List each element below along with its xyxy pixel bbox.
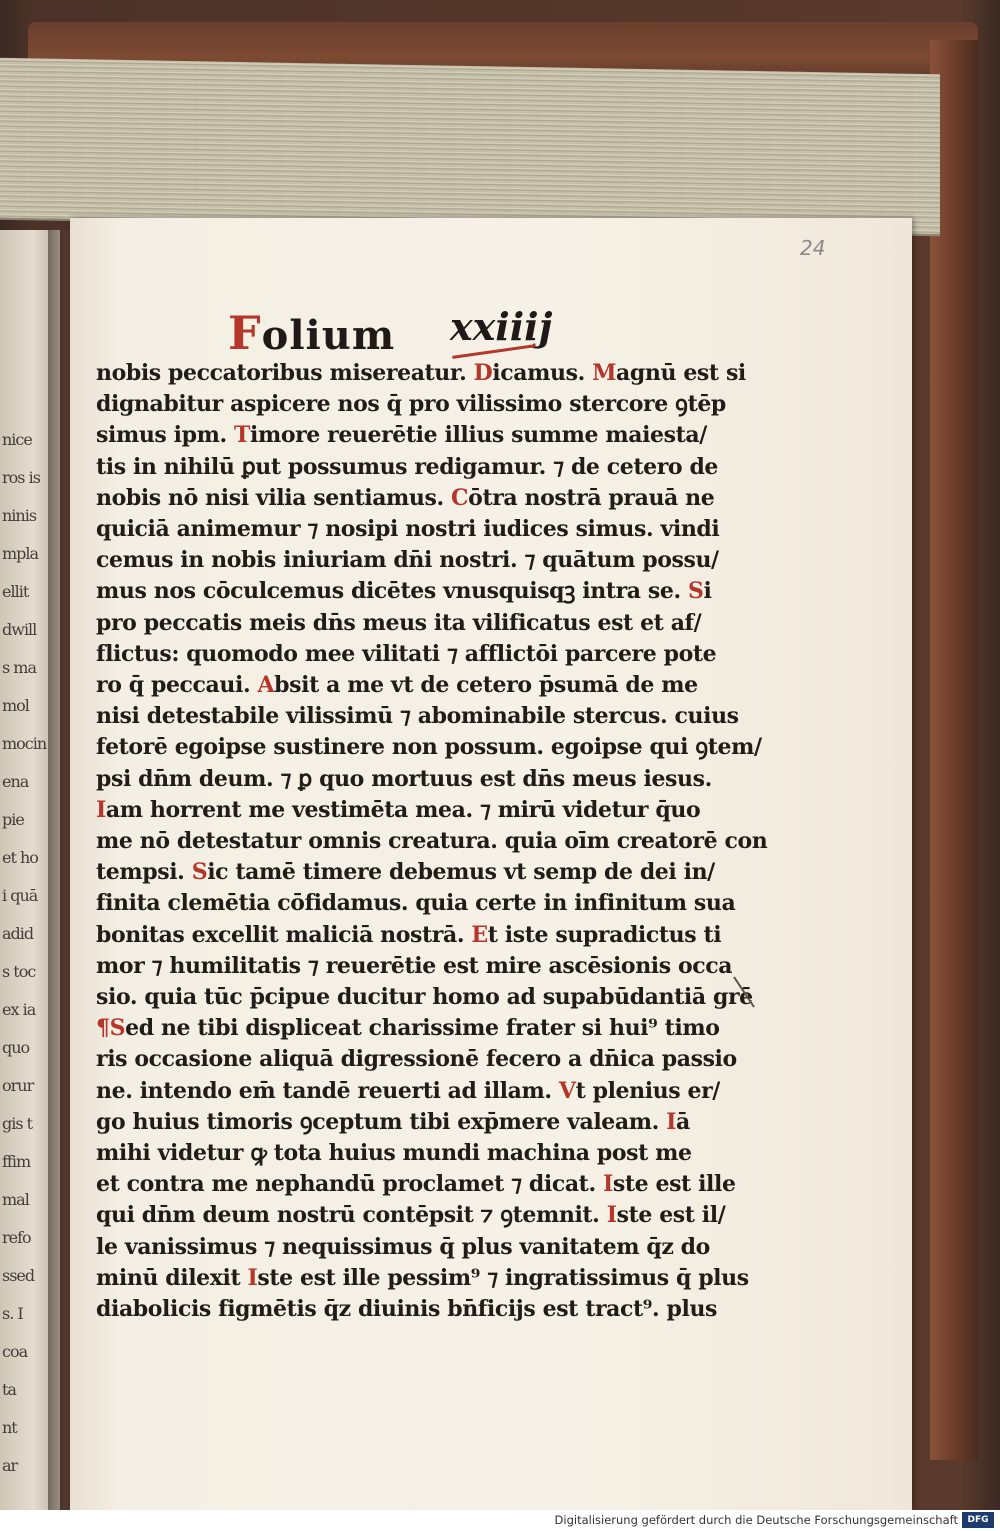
text-segment: pro peccatis meis dn̄s meus ita vilificatus est et af/ [96,609,702,636]
text-segment: sio. quia tūc p̄cipue ducitur homo ad supabūdantiā grē [96,984,753,1011]
text-segment: nobis nō nisi vilia sentiamus. [96,484,452,511]
text-segment: ed ne tibi displiceat charissime frater si hui⁹ timo [125,1015,720,1042]
heading-initial: F [228,306,262,360]
text-line [96,1169,756,1200]
dfg-logo: DFG [962,1512,994,1528]
text-segment: ste est ille pessim⁹ ⁊ ingratissimus q̄ plus [257,1264,749,1291]
text-block [96,358,768,1325]
text-segment: agnū est si [616,360,746,386]
text-line [96,1013,756,1044]
rubricated-initial: S [191,859,208,886]
text-segment: nobis peccatoribus misereatur. [96,360,474,386]
text-line [96,483,756,514]
book-cover-right [930,40,978,1460]
text-segment: tempsi. [96,859,192,886]
book-page [70,218,912,1510]
text-segment: am horrent me vestimēta mea. ⁊ mirū videtur q̄uo [105,796,701,823]
text-line [96,452,756,483]
rubricated-initial: M [592,360,617,386]
text-segment: ste est il/ [616,1202,726,1229]
text-segment: tis in nihilū ꝑut possumus redigamur. ⁊ de cetero de [96,453,719,480]
text-line [96,951,756,982]
text-line [96,670,756,701]
text-segment: le vanissimus ⁊ nequissimus q̄ plus vanitatem q̄z do [96,1233,710,1260]
text-line [96,608,756,639]
running-heading [228,306,395,360]
text-segment: i [703,578,712,605]
folio-number: 24 [800,236,826,260]
text-segment: ris occasione aliquā digressionē fecero a dn̄ica passio [96,1046,737,1073]
text-segment: diabolicis figmētis q̄z diuinis bn̄ficijs est tract⁹. plus [96,1296,718,1323]
text-segment: mihi videtur ꝙ tota huius mundi machina post me [96,1140,692,1167]
text-line [96,888,756,919]
text-segment: ōtra nostrā prauā ne [468,484,715,511]
text-line [96,1138,756,1169]
text-segment: ste est ille [612,1171,736,1198]
text-line [96,701,756,732]
text-segment: psi dn̄m deum. ⁊ ꝑ quo mortuus est dn̄s meus iesus. [96,765,712,792]
text-segment: cemus in nobis iniuriam dn̄i nostri. ⁊ quātum possu/ [96,547,719,574]
rubricated-initial: I [247,1264,258,1291]
text-segment: mor ⁊ humilitatis ⁊ reuerētie est mire ascēsionis occa [96,952,733,979]
text-segment: mus nos cōculcemus dicētes vnusquisqꝫ intra se. [96,578,688,605]
text-segment: imore reuerētie illius summe maiesta/ [249,422,707,449]
text-segment: icamus. [492,360,593,386]
text-line [96,732,762,763]
text-segment: ā [676,1108,690,1135]
text-line [96,389,756,420]
rubricated-initial: I [666,1108,677,1135]
text-line [96,1294,756,1325]
text-line [96,514,756,545]
text-line [96,826,768,857]
text-line [96,1232,756,1263]
leaf-numeral: xxiiij [450,304,553,349]
text-segment: bonitas excellit maliciā nostrā. [96,921,472,948]
text-line [96,576,756,607]
text-line [96,982,756,1013]
text-segment: t plenius er/ [575,1077,720,1104]
text-segment: qui dn̄m deum nostrū contēpsit ⁊ ꝯtemnit. [96,1202,607,1229]
text-line [96,639,756,670]
text-line [96,1263,756,1294]
text-segment: bsit a me vt de cetero p̄sumā de me [274,672,698,699]
rubricated-initial: E [471,921,488,948]
facing-page-fragment: nice ros is ninis mpla ellit dwill s ma mol mocin ena pie et ho i quā adid s toc ex ia quo orur gis t ffim mal refo ssed s. I coa ta nt ar [0,230,60,1510]
text-segment: et contra me nephandū proclamet ⁊ dicat. [96,1171,603,1198]
text-segment: finita clemētia cōfidamus. quia certe in infinitum sua [96,890,736,917]
heading-word: olium [261,312,396,359]
text-segment: simus ipm. [96,422,234,449]
text-segment: dignabitur aspicere nos q̄ pro vilissimo stercore ꝯtēp [96,391,726,418]
funding-credit: Digitalisierung gefördert durch die Deutsche Forschungsgemeinschaft [554,1513,958,1527]
text-line [96,420,756,451]
rubricated-initial: I [606,1202,617,1229]
rubricated-initial: I [96,796,106,823]
rubricated-initial: A [257,672,275,699]
margin-mark [730,973,760,1013]
text-line [96,920,756,951]
text-segment: t iste supradictus ti [487,921,722,948]
rubricated-initial: S [109,1015,126,1042]
text-segment: nisi detestabile vilissimū ⁊ abominabile stercus. cuius [96,703,739,730]
text-segment: quiciā animemur ⁊ nosipi nostri iudices simus. vindi [96,516,720,543]
rubricated-initial: ¶ [96,1015,110,1042]
rubricated-initial: D [473,360,493,386]
rubricated-initial: C [451,484,469,511]
text-segment: ro q̄ peccaui. [96,672,258,699]
text-line [96,1200,756,1231]
text-line [96,857,756,888]
text-line [96,545,756,576]
text-segment: minū dilexit [96,1264,248,1291]
text-segment: fetorē egoipse sustinere non possum. egoipse qui ꝯtem/ [96,734,762,761]
text-line [96,795,756,826]
footer-bar [0,1510,1000,1531]
rubricated-initial: S [687,578,704,605]
text-segment: flictus: quomodo mee vilitati ⁊ afflictōi parcere pote [96,640,717,667]
text-segment: me nō detestatur omnis creatura. quia oīm creatorē con [96,828,768,855]
text-line [96,1107,756,1138]
rubricated-initial: V [558,1077,576,1104]
text-segment: ic tamē timere debemus vt semp de dei in/ [207,859,715,886]
text-line [96,1076,756,1107]
page-edges [0,58,940,236]
text-line [96,358,756,389]
text-line [96,764,756,795]
text-segment: go huius timoris ꝯceptum tibi exp̄mere valeam. [96,1108,667,1135]
text-segment: ne. intendo em̄ tandē reuerti ad illam. [96,1077,559,1104]
rubricated-initial: I [602,1171,613,1198]
text-line [96,1044,756,1075]
rubricated-initial: T [234,422,250,449]
